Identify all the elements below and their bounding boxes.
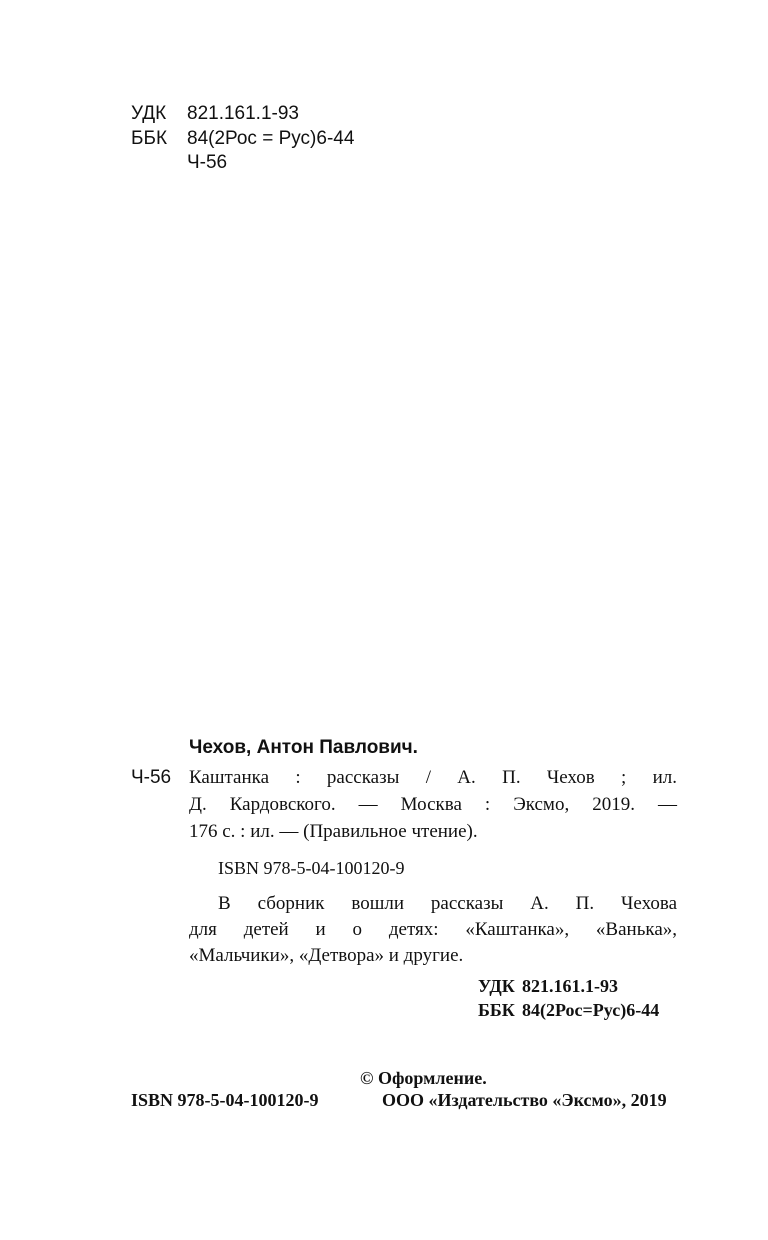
- publisher-copyright: ООО «Издательство «Эксмо», 2019: [382, 1090, 667, 1110]
- top-bbk-value: 84(2Рос = Рус)6-44: [187, 128, 355, 149]
- catalog-author-sign: Ч-56: [131, 767, 172, 788]
- catalog-isbn: ISBN 978-5-04-100120-9: [218, 858, 405, 878]
- description-line-3: 176 с. : ил. — (Правильное чтение).: [189, 821, 478, 842]
- description-line-1: Каштанка : рассказы / А. П. Чехов ; ил.: [189, 767, 677, 788]
- catalog-bbk-value: 84(2Рос=Рус)6-44: [522, 1000, 660, 1020]
- catalog-udk-label: УДК: [478, 976, 515, 996]
- annotation-line-3: «Мальчики», «Детвора» и другие.: [189, 945, 464, 966]
- catalog-bbk-line: [478, 1000, 659, 1021]
- author-heading: Чехов, Антон Павлович.: [189, 737, 418, 758]
- annotation-line-2: для детей и о детях: «Каштанка», «Ванька»,: [189, 919, 677, 940]
- top-bbk-line: [131, 128, 354, 150]
- description-line-2: Д. Кардовского. — Москва : Эксмо, 2019. —: [189, 794, 677, 815]
- catalog-udk-value: 821.161.1-93: [522, 976, 618, 996]
- catalog-bbk-label: ББК: [478, 1000, 515, 1020]
- top-udk-value: 821.161.1-93: [187, 103, 299, 124]
- top-udk-label: УДК: [131, 103, 167, 124]
- top-udk-line: [131, 103, 299, 125]
- catalog-udk-line: [478, 976, 618, 997]
- copyright-isbn: ISBN 978-5-04-100120-9: [131, 1090, 319, 1110]
- top-author-sign: Ч-56: [187, 152, 228, 173]
- top-bbk-label: ББК: [131, 128, 168, 149]
- annotation-line-1: В сборник вошли рассказы А. П. Чехова: [218, 893, 677, 914]
- design-copyright: © Оформление.: [360, 1068, 487, 1088]
